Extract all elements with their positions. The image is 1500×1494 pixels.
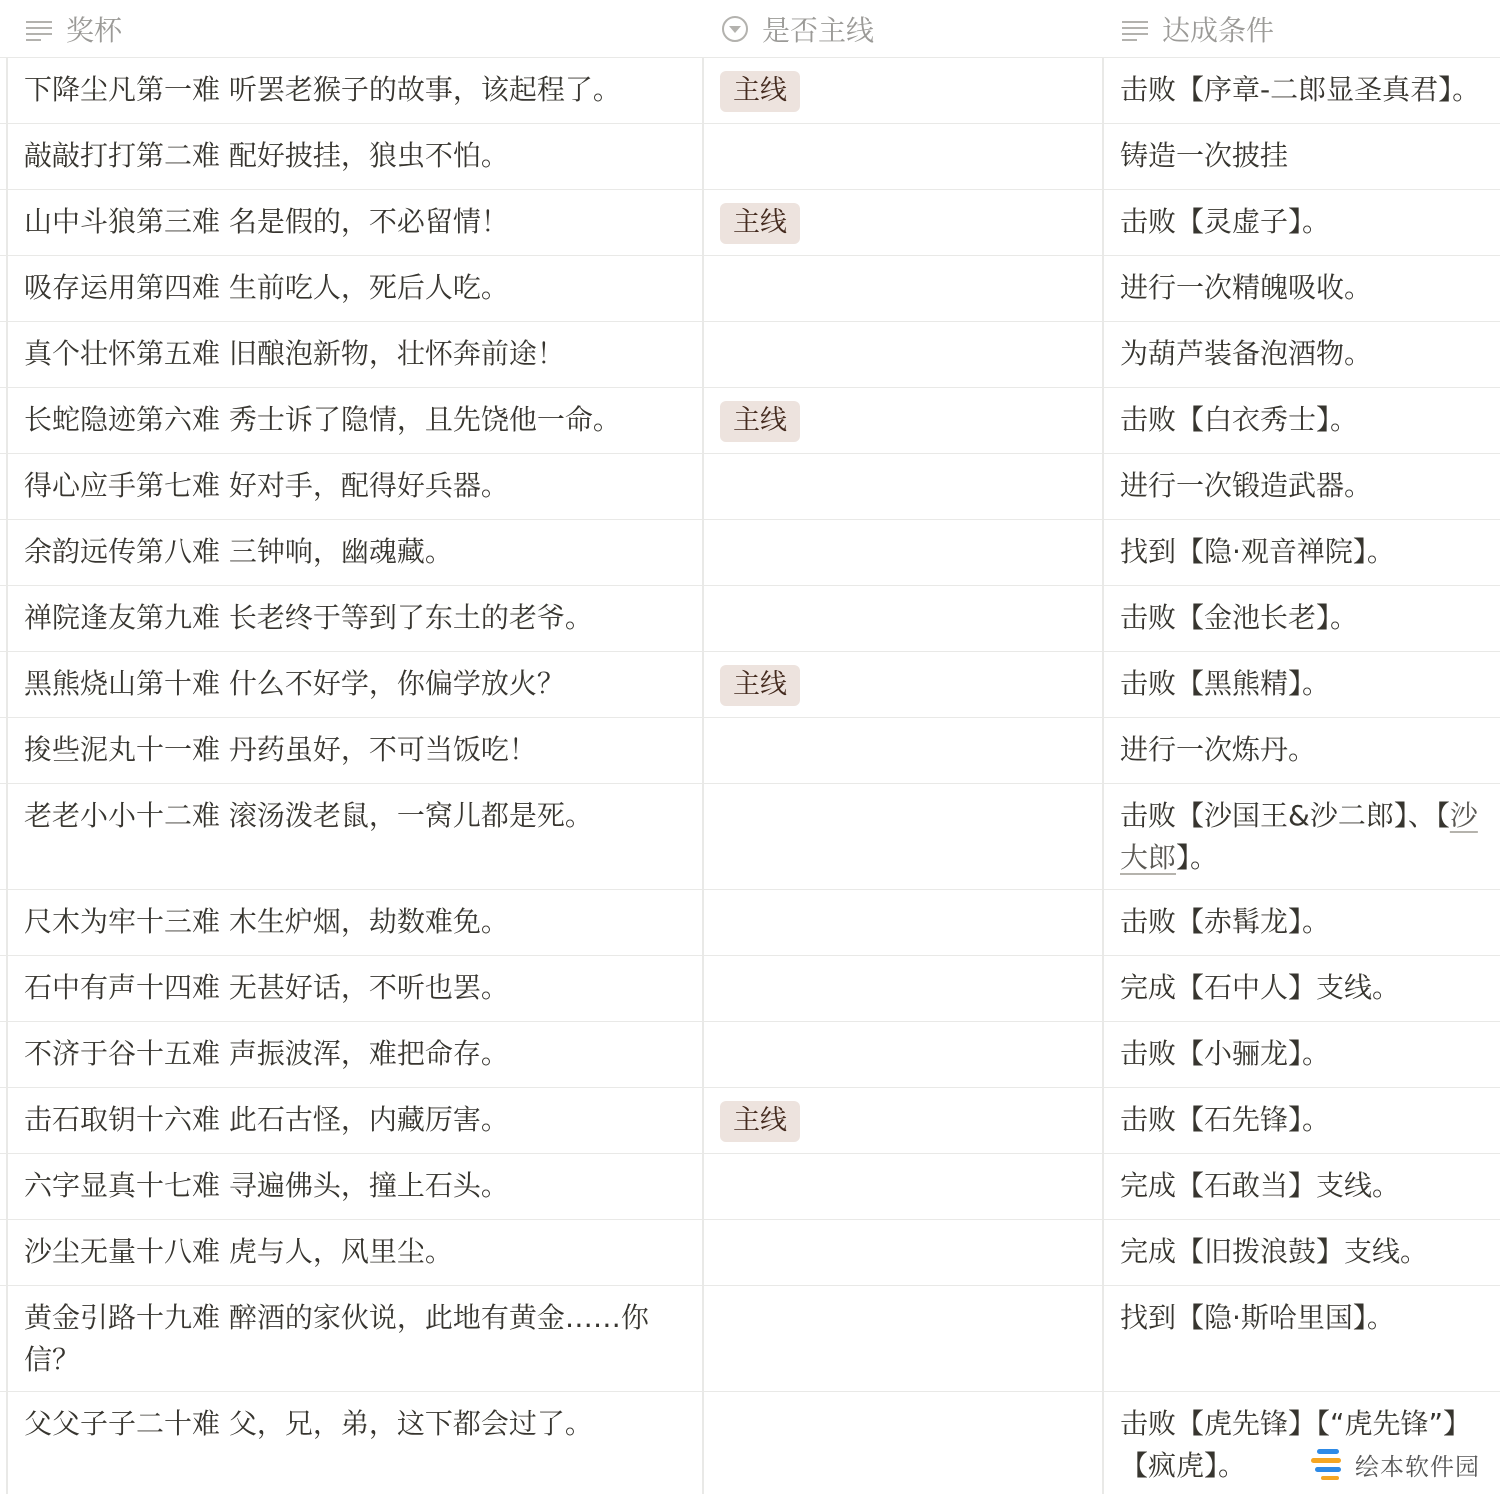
trophy-cell[interactable]: 敲敲打打第二难 配好披挂，狼虫不怕。 bbox=[24, 139, 509, 172]
trophy-cell[interactable]: 禅院逢友第九难 长老终于等到了东土的老爷。 bbox=[24, 601, 593, 634]
column-header-label: 是否主线 bbox=[762, 13, 875, 47]
watermark-logo-icon bbox=[1309, 1446, 1349, 1482]
table-row[interactable] bbox=[0, 256, 1500, 322]
table-row[interactable] bbox=[0, 454, 1500, 520]
table-row[interactable] bbox=[0, 1286, 1500, 1392]
table-row[interactable] bbox=[0, 890, 1500, 956]
mainline-cell[interactable] bbox=[720, 1286, 1080, 1297]
mainline-cell[interactable] bbox=[720, 956, 1080, 967]
mainline-tag: 主线 bbox=[720, 71, 800, 112]
mainline-cell[interactable] bbox=[720, 718, 1080, 729]
page-link[interactable]: 沙大郎 bbox=[1120, 799, 1478, 874]
trophy-cell[interactable]: 捘些泥丸十一难 丹药虽好，不可当饭吃！ bbox=[24, 733, 537, 766]
trophy-cell[interactable]: 山中斗狼第三难 名是假的，不必留情！ bbox=[24, 205, 509, 238]
trophy-cell[interactable]: 下降尘凡第一难 听罢老猴子的故事，该起程了。 bbox=[24, 73, 621, 106]
text-lines-icon bbox=[1120, 14, 1150, 44]
condition-cell[interactable]: 击败【金池长老】。 bbox=[1120, 601, 1359, 634]
column-header-label: 奖杯 bbox=[66, 13, 123, 47]
table-row[interactable] bbox=[0, 784, 1500, 890]
mainline-cell[interactable] bbox=[720, 190, 1080, 244]
trophy-cell[interactable]: 沙尘无量十八难 虎与人，风里尘。 bbox=[24, 1235, 453, 1268]
table-header bbox=[0, 0, 1500, 58]
condition-cell[interactable]: 进行一次炼丹。 bbox=[1120, 733, 1317, 766]
mainline-cell[interactable] bbox=[720, 520, 1080, 531]
column-header-mainline[interactable] bbox=[720, 0, 874, 57]
condition-text: 】。 bbox=[1176, 841, 1219, 874]
condition-cell[interactable]: 击败【灵虚子】。 bbox=[1120, 205, 1331, 238]
trophy-cell[interactable]: 黑熊烧山第十难 什么不好学，你偏学放火？ bbox=[24, 667, 565, 700]
trophy-cell[interactable]: 长蛇隐迹第六难 秀士诉了隐情，且先饶他一命。 bbox=[24, 403, 621, 436]
trophy-cell[interactable]: 不济于谷十五难 声振波浑，难把命存。 bbox=[24, 1037, 509, 1070]
table-row[interactable] bbox=[0, 956, 1500, 1022]
table-row[interactable] bbox=[0, 1022, 1500, 1088]
column-header-condition[interactable] bbox=[1120, 0, 1274, 57]
condition-cell[interactable]: 击败【石先锋】。 bbox=[1120, 1103, 1331, 1136]
table-row[interactable] bbox=[0, 652, 1500, 718]
mainline-cell[interactable] bbox=[720, 454, 1080, 465]
table-row[interactable] bbox=[0, 520, 1500, 586]
trophy-cell[interactable]: 得心应手第七难 好对手，配得好兵器。 bbox=[24, 469, 509, 502]
condition-text: 击败【沙国王&沙二郎】、【 bbox=[1120, 799, 1450, 832]
table-row[interactable] bbox=[0, 718, 1500, 784]
condition-cell[interactable]: 找到【隐·斯哈里国】。 bbox=[1120, 1301, 1395, 1334]
condition-cell[interactable]: 击败【序章-二郎显圣真君】。 bbox=[1120, 73, 1481, 106]
condition-cell[interactable] bbox=[1120, 784, 1490, 879]
mainline-cell[interactable] bbox=[720, 124, 1080, 135]
mainline-cell[interactable] bbox=[720, 1022, 1080, 1033]
table-row[interactable] bbox=[0, 388, 1500, 454]
table-row[interactable] bbox=[0, 322, 1500, 388]
trophy-cell[interactable]: 击石取钥十六难 此石古怪，内藏厉害。 bbox=[24, 1103, 509, 1136]
condition-cell[interactable]: 进行一次锻造武器。 bbox=[1120, 469, 1373, 502]
trophy-cell[interactable]: 父父子子二十难 父，兄，弟，这下都会过了。 bbox=[24, 1407, 593, 1440]
mainline-tag: 主线 bbox=[720, 665, 800, 706]
mainline-cell[interactable] bbox=[720, 1392, 1080, 1403]
mainline-cell[interactable] bbox=[720, 586, 1080, 597]
mainline-cell[interactable] bbox=[720, 388, 1080, 442]
trophy-cell[interactable]: 吸存运用第四难 生前吃人，死后人吃。 bbox=[24, 271, 509, 304]
mainline-cell[interactable] bbox=[720, 58, 1080, 112]
trophy-cell[interactable]: 石中有声十四难 无甚好话，不听也罢。 bbox=[24, 971, 509, 1004]
mainline-cell[interactable] bbox=[720, 890, 1080, 901]
mainline-tag: 主线 bbox=[720, 1101, 800, 1142]
select-dropdown-icon bbox=[720, 14, 750, 44]
mainline-cell[interactable] bbox=[720, 256, 1080, 267]
mainline-tag: 主线 bbox=[720, 401, 800, 442]
table-row[interactable] bbox=[0, 124, 1500, 190]
condition-cell[interactable]: 找到【隐·观音禅院】。 bbox=[1120, 535, 1395, 568]
table-row[interactable] bbox=[0, 58, 1500, 124]
trophy-cell[interactable]: 六字显真十七难 寻遍佛头，撞上石头。 bbox=[24, 1169, 509, 1202]
watermark-text: 绘本软件园 bbox=[1355, 1452, 1480, 1481]
trophy-cell[interactable]: 黄金引路十九难 醉酒的家伙说，此地有黄金……你信？ bbox=[24, 1301, 649, 1376]
condition-cell[interactable]: 击败【赤髯龙】。 bbox=[1120, 905, 1331, 938]
text-lines-icon bbox=[24, 14, 54, 44]
mainline-cell[interactable] bbox=[720, 322, 1080, 333]
column-header-label: 达成条件 bbox=[1162, 13, 1275, 47]
table-row[interactable] bbox=[0, 1392, 1500, 1494]
condition-cell[interactable]: 为葫芦装备泡酒物。 bbox=[1120, 337, 1373, 370]
table-row[interactable] bbox=[0, 190, 1500, 256]
table-row[interactable] bbox=[0, 1154, 1500, 1220]
condition-cell[interactable]: 击败【黑熊精】。 bbox=[1120, 667, 1331, 700]
mainline-cell[interactable] bbox=[720, 1088, 1080, 1142]
mainline-cell[interactable] bbox=[720, 784, 1080, 795]
table-row[interactable] bbox=[0, 586, 1500, 652]
condition-cell[interactable]: 进行一次精魄吸收。 bbox=[1120, 271, 1373, 304]
trophy-cell[interactable]: 余韵远传第八难 三钟响，幽魂藏。 bbox=[24, 535, 453, 568]
trophy-cell[interactable]: 老老小小十二难 滚汤泼老鼠，一窝儿都是死。 bbox=[24, 799, 593, 832]
mainline-cell[interactable] bbox=[720, 652, 1080, 706]
condition-cell[interactable]: 铸造一次披挂 bbox=[1120, 139, 1289, 172]
watermark bbox=[1305, 1444, 1484, 1484]
condition-cell[interactable]: 击败【小骊龙】。 bbox=[1120, 1037, 1331, 1070]
trophy-cell[interactable]: 尺木为牢十三难 木生炉烟，劫数难免。 bbox=[24, 905, 509, 938]
column-header-trophy[interactable] bbox=[24, 0, 122, 57]
condition-cell[interactable]: 击败【虎先锋】【“虎先锋”】【疯虎】。 bbox=[1120, 1407, 1472, 1482]
mainline-cell[interactable] bbox=[720, 1154, 1080, 1165]
table-row[interactable] bbox=[0, 1220, 1500, 1286]
condition-cell[interactable]: 击败【白衣秀士】。 bbox=[1120, 403, 1359, 436]
table-row[interactable] bbox=[0, 1088, 1500, 1154]
mainline-cell[interactable] bbox=[720, 1220, 1080, 1231]
condition-cell[interactable]: 完成【石敢当】支线。 bbox=[1120, 1169, 1401, 1202]
mainline-tag: 主线 bbox=[720, 203, 800, 244]
condition-cell[interactable]: 完成【石中人】支线。 bbox=[1120, 971, 1401, 1004]
trophy-cell[interactable]: 真个壮怀第五难 旧酿泡新物，壮怀奔前途！ bbox=[24, 337, 565, 370]
condition-cell[interactable]: 完成【旧拨浪鼓】支线。 bbox=[1120, 1235, 1429, 1268]
